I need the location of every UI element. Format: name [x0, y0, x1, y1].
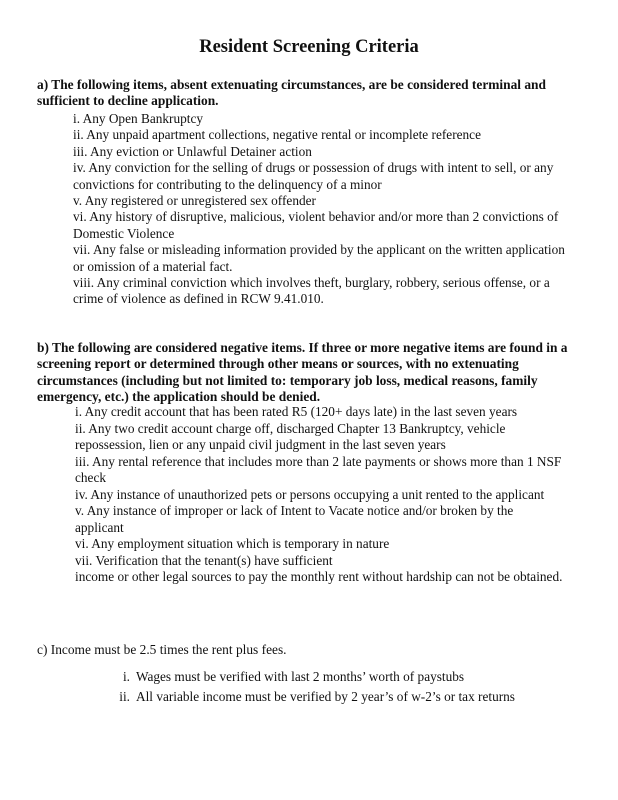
section-b-item: vi. Any employment situation which is temporary in nature [75, 536, 390, 551]
section-c-item-text: All variable income must be verified by 2 year’s of w-2’s or tax returns [136, 688, 515, 704]
page-title: Resident Screening Criteria [199, 37, 419, 57]
section-a-heading: a) The following items, absent extenuating circumstances, are be considered terminal and sufficient to decline application. [37, 77, 546, 109]
section-b-item: income or other legal sources to pay the monthly rent without hardship can not be obtained. [75, 569, 563, 584]
section-a-item: i. Any Open Bankruptcy [73, 111, 203, 126]
section-c-heading: c) Income must be 2.5 times the rent plus fees. [37, 642, 287, 657]
section-c-item [112, 687, 582, 707]
section-c-item [112, 667, 582, 687]
section-b-item: iii. Any rental reference that includes more than 2 late payments or shows more than 1 NSF check [75, 453, 562, 485]
section-c-item-number: i. [122, 669, 130, 684]
section-b-list [75, 404, 565, 586]
section-b-item: vii. Verification that the tenant(s) have sufficient [75, 552, 333, 568]
section-a-item: iii. Any eviction or Unlawful Detainer action [73, 143, 312, 159]
section-b-item: i. Any credit account that has been rated R5 (120+ days late) in the last seven years [75, 404, 518, 419]
section-c-item-text: Wages must be verified with last 2 months’ worth of paystubs [136, 669, 465, 684]
section-a-item: vii. Any false or misleading information provided by the applicant on the written application or omission of a material fact. [73, 242, 565, 274]
section-a-item: ii. Any unpaid apartment collections, negative rental or incomplete reference [73, 127, 481, 143]
section-b-heading: b) The following are considered negative items. If three or more negative items are found in a screening report or determined through other means or sources, with no extenuating circumstances (including but not limited to: temporary job loss, medical reasons, family emergency, etc.) the application should be denied. [37, 340, 568, 405]
section-a-item: vi. Any history of disruptive, malicious, violent behavior and/or more than 2 convictions of Domestic Violence [73, 209, 559, 241]
section-c-list [112, 667, 582, 706]
section-a-list [73, 111, 573, 308]
section-a-item: viii. Any criminal conviction which involves theft, burglary, robbery, serious offense, or a crime of violence as defined in RCW 9.41.010. [73, 275, 550, 307]
section-a-item: v. Any registered or unregistered sex offender [73, 193, 316, 209]
section-a-item: iv. Any conviction for the selling of drugs or possession of drugs with intent to sell, or any convictions for contributing to the delinquency of a minor [73, 160, 554, 192]
section-b-item: v. Any instance of improper or lack of Intent to Vacate notice and/or broken by the applicant [75, 503, 514, 535]
section-b-item: ii. Any two credit account charge off, discharged Chapter 13 Bankruptcy, vehicle repossession, lien or any unpaid civil judgment in the last seven years [75, 420, 506, 452]
section-b-item: iv. Any instance of unauthorized pets or persons occupying a unit rented to the applicant [75, 486, 545, 502]
section-c-item-number: ii. [119, 688, 130, 704]
